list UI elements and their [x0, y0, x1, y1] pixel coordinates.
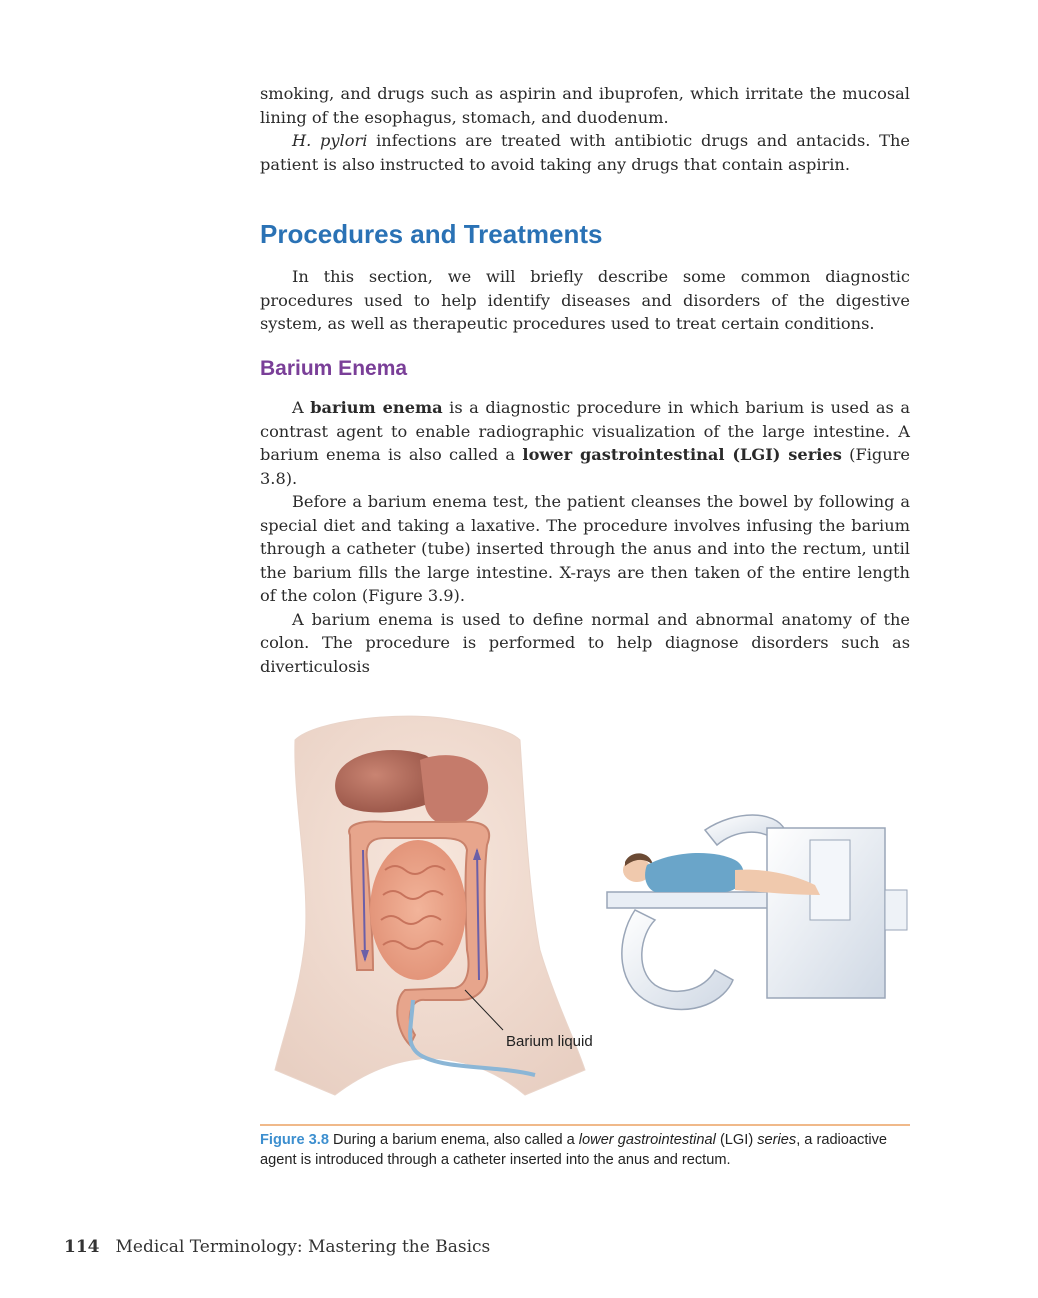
text-run: A [292, 398, 311, 417]
italic-term: H. pylori [292, 131, 368, 150]
barium-paragraph-2: Before a barium enema test, the patient cleanses the bowel by following a special diet and taking a laxative. The procedure involves infusing the barium through a catheter (tube) inserted through the anus and into the rectum, until the barium fills the large intestine. X-rays are then taken of the entire length of the colon (Figure 3.9). [260, 492, 910, 605]
caption-text: (LGI) [715, 1132, 758, 1148]
figure-illustration [255, 700, 915, 1110]
figure-number: Figure 3.8 [260, 1132, 329, 1148]
paragraph-text: infections are treated with antibiotic drugs and antacids. The patient is also instructed to avoid taking any drugs that contain aspirin. [260, 131, 910, 174]
barium-paragraph-1 [260, 396, 910, 490]
section-intro [260, 265, 910, 336]
caption-italic: lower gastrointestinal [578, 1132, 716, 1148]
barium-paragraph-3: A barium enema is used to define normal and abnormal anatomy of the colon. The procedure is performed to help diagnose disorders such as diverticulosis [260, 609, 910, 676]
patient-gown [645, 853, 744, 892]
section-heading: Procedures and Treatments [260, 219, 603, 249]
barium-enema-text [260, 396, 910, 678]
paragraph-h-pylori [260, 129, 910, 176]
imaging-arm [622, 910, 733, 1009]
subsection-heading: Barium Enema [260, 357, 408, 380]
machine-side-box [885, 890, 907, 930]
page-number: 114 [64, 1237, 100, 1257]
text-run: is a diagnostic procedure in which barium is used as a contrast agent to enable radiographic visualization of the large intestine. A barium enema is also called a [260, 398, 910, 464]
bold-term: lower gastrointestinal (LGI) series [522, 445, 842, 464]
paragraph-continued: smoking, and drugs such as aspirin and ibuprofen, which irritate the mucosal lining of the esophagus, stomach, and duodenum. [260, 84, 910, 127]
caption-italic: series [757, 1132, 797, 1148]
book-title: Medical Terminology: Mastering the Basics [115, 1237, 491, 1257]
caption-text: , a radioactive agent is introduced through a catheter inserted into the anus and rectum. [260, 1132, 888, 1168]
top-paragraphs [260, 82, 910, 176]
text-run: (Figure 3.8). [260, 445, 910, 488]
caption-rule [260, 1124, 910, 1126]
caption-text: During a barium enema, also called a [328, 1132, 579, 1148]
small-intestine-shape [370, 840, 466, 980]
page-footer [64, 1237, 490, 1257]
figure-svg [255, 700, 915, 1110]
figure-caption [260, 1130, 910, 1170]
barium-liquid-label: Barium liquid [506, 1033, 593, 1050]
intro-paragraph: In this section, we will briefly describe some common diagnostic procedures used to help identify diseases and disorders of the digestive system, as well as therapeutic procedures used to treat certain conditions. [260, 267, 910, 333]
bold-term: barium enema [310, 398, 443, 417]
machine-panel [810, 840, 850, 920]
